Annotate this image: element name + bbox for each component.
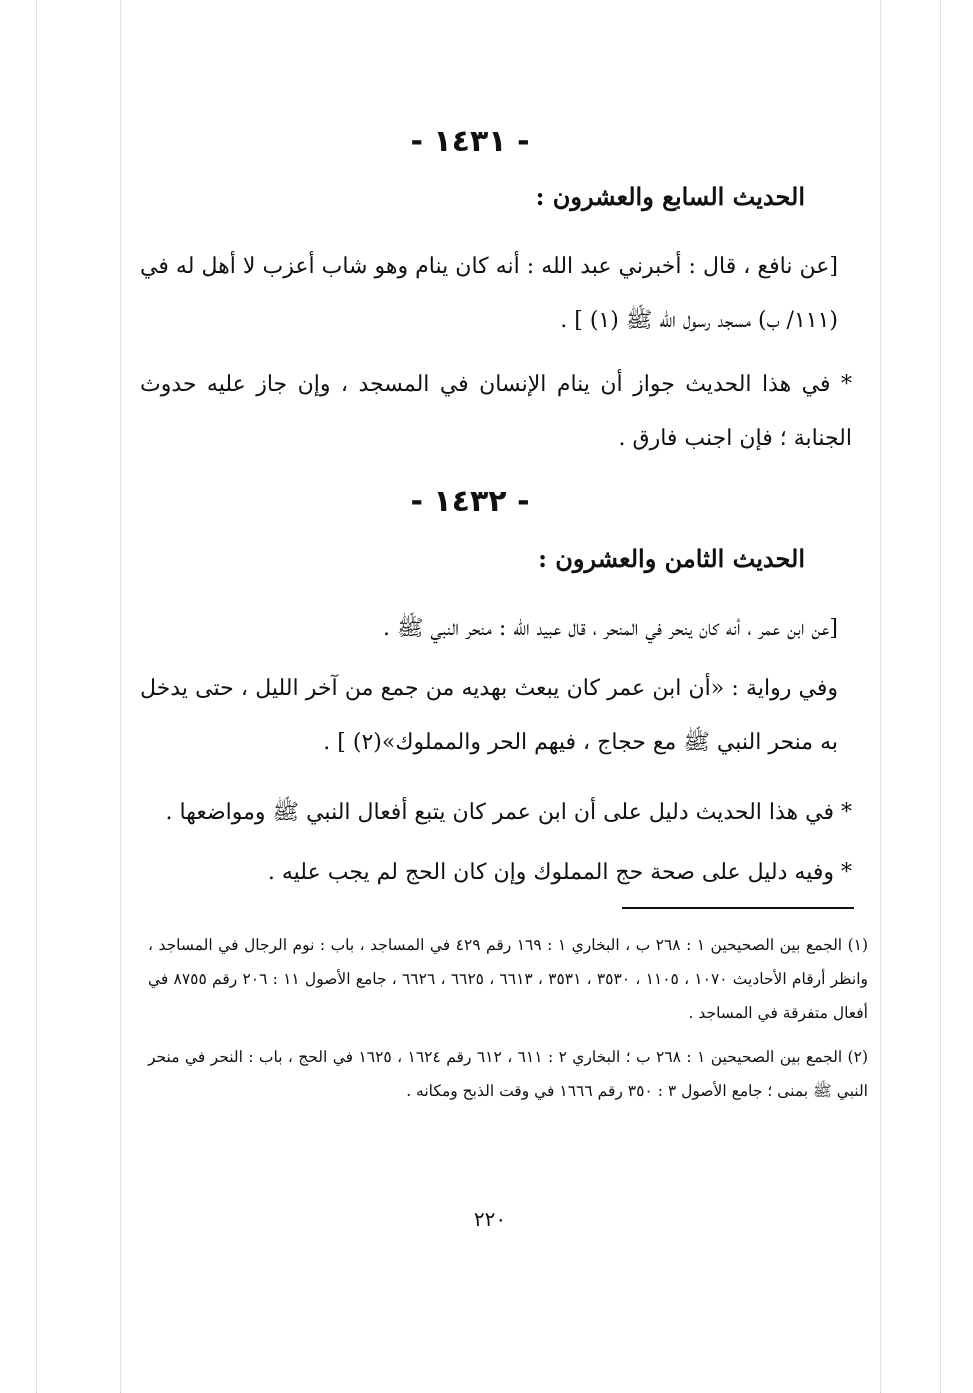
riwaya-text-1432: وفي رواية : «أن ابن عمر كان يبعث بهديه من جمع من آخر الليل ، حتى يدخل به منحر النبي ﷺ مع حجاج ، فيهم الحر والمملوك»(٢) ] . — [140, 676, 838, 755]
hadith-heading-27: الحديث السابع والعشرون : — [535, 182, 805, 211]
footnote-1: (١) الجمع بين الصحيحين ١ : ٢٦٨ ب ، البخاري ١ : ١٦٩ رقم ٤٢٩ في المساجد ، باب : نوم الرجال في المساجد ، وانظر أرقام الأحاديث ١٠٧٠ ، ١١٠٥ ، ٣٥٣٠ ، ٣٥٣١ ، ٦٦١٣ ، ٦٦٢٥ ، ٦٦٢٦ ، جامع الأصول ١١ : ٢٠٦ رقم ٨٧٥٥ في أفعال متفرقة في المساجد . — [148, 936, 869, 1022]
footnote-separator — [622, 907, 854, 909]
scan-margin-line — [940, 0, 941, 1393]
hadith-heading-28: الحديث الثامن والعشرون : — [538, 544, 805, 573]
hadith-number-1431: - ١٤٣١ - — [410, 124, 530, 159]
scan-margin-line — [120, 0, 121, 1393]
footnote-2: (٢) الجمع بين الصحيحين ١ : ٢٦٨ ب ؛ البخاري ٢ : ٦١١ ، ٦١٢ رقم ١٦٢٤ ، ١٦٢٥ في الحج ، باب : النحر في منحر النبي ﷺ بمنى ؛ جامع الأصول ٣ : ٣٥٠ رقم ١٦٦٦ في وقت الذبح ومكانه . — [148, 1048, 868, 1100]
commentary-1432-a: * في هذا الحديث دليل على أن ابن عمر كان يتبع أفعال النبي ﷺ ومواضعها . — [165, 800, 852, 825]
scan-margin-line — [880, 0, 881, 1393]
scan-margin-line — [36, 0, 37, 1393]
hadith-number-1432: - ١٤٣٢ - — [410, 484, 530, 519]
commentary-1432-b: * وفيه دليل على صحة حج المملوك وإن كان الحج لم يجب عليه . — [267, 860, 852, 885]
commentary-1431: * في هذا الحديث جواز أن ينام الإنسان في المسجد ، وإن جاز عليه حدوث الجنابة ؛ فإن اجنب فارق . — [140, 372, 852, 451]
hadith-text-1431: [عن نافع ، قال : أخبرني عبد الله : أنه كان ينام وهو شاب أعزب لا أهل له في (١١١/ ب) مسجد رسول الله ﷺ (١) ] . — [140, 254, 838, 333]
hadith-text-1432: [عن ابن عمر ، أنه كان ينحر في المنحر ، قال عبيد الله : منحر النبي ﷺ . — [383, 616, 838, 641]
page-number: ٢٢٠ — [473, 1207, 507, 1231]
